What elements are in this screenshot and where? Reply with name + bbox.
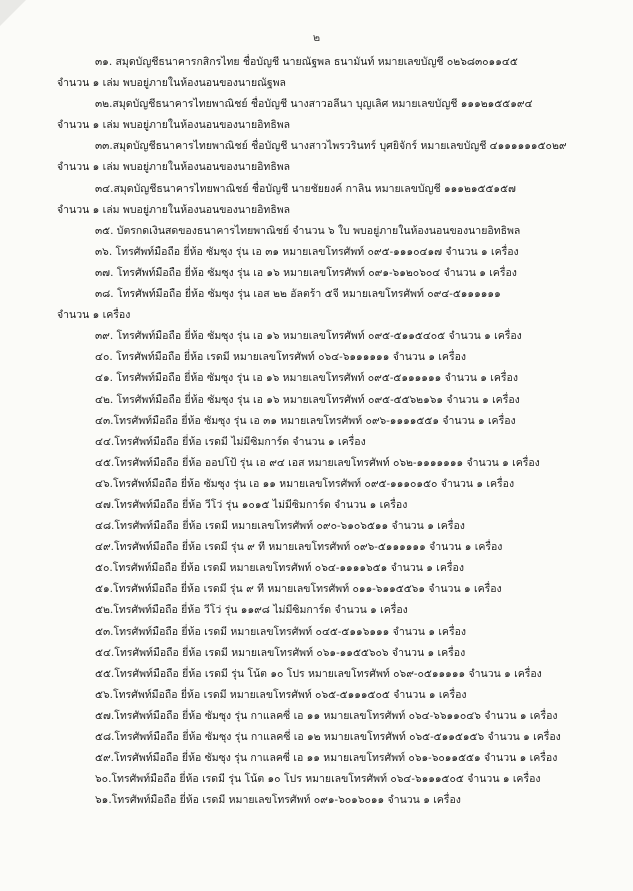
line-text: ๔๙.โทรศัพท์มือถือ ยี่ห้อ เรดมี รุ่น ๙ ที หมายเลขโทรศัพท์ ๐๙๖-๕๑๑๑๑๑๑ จำนวน ๑ เครื่อง [95,541,503,554]
line-text: ๔๓.โทรศัพท์มือถือ ยี่ห้อ ซัมซุง รุ่น เอ ๓๑ หมายเลขโทรศัพท์ ๐๙๖-๑๑๑๑๕๕๑ จำนวน ๑ เครื่อง [95,414,516,427]
line-text: ๔๐. โทรศัพท์มือถือ ยี่ห้อ เรดมี หมายเลขโทรศัพท์ ๐๖๔-๖๑๑๑๑๑๑ จำนวน ๑ เครื่อง [95,351,467,364]
line-text: ๓๙. โทรศัพท์มือถือ ยี่ห้อ ซัมซุง รุ่น เอ ๑๖ หมายเลขโทรศัพท์ ๐๙๕-๕๑๑๕๔๐๕ จำนวน ๑ เครื่อง [95,330,522,343]
list-item [0,52,633,73]
continuation-line [0,115,633,136]
line-text: ๔๔.โทรศัพท์มือถือ ยี่ห้อ เรดมี ไม่มีซิมการ์ด จำนวน ๑ เครื่อง [95,435,366,448]
list-item [0,600,633,621]
list-item [0,390,633,411]
folded-corner [0,0,26,26]
list-item [0,432,633,453]
line-text: ๔๘.โทรศัพท์มือถือ ยี่ห้อ เรดมี หมายเลขโทรศัพท์ ๐๙๐-๖๑๐๖๕๑๑ จำนวน ๑ เครื่อง [95,520,465,533]
continuation-line [0,305,633,326]
line-text: ๓๘. โทรศัพท์มือถือ ยี่ห้อ ซัมซุง รุ่น เอส ๒๒ อัลตร้า ๕จี หมายเลขโทรศัพท์ ๐๙๔-๕๑๑๑๑๑๑ [95,288,501,301]
list-item [0,94,633,115]
line-text: ๕๐.โทรศัพท์มือถือ ยี่ห้อ เรดมี หมายเลขโทรศัพท์ ๐๖๔-๑๑๑๑๖๕๑ จำนวน ๑ เครื่อง [95,562,464,575]
line-text: ๕๙.โทรศัพท์มือถือ ยี่ห้อ ซัมซุง รุ่น กาแลคซี่ เอ ๑๑ หมายเลขโทรศัพท์ ๐๖๑-๖๐๑๑๕๕๑ จำนวน ๑ เครื่อง [95,752,558,765]
list-item [0,558,633,579]
line-text: จำนวน ๑ เครื่อง [57,309,131,322]
list-item [0,706,633,727]
line-text: ๖๐.โทรศัพท์มือถือ ยี่ห้อ เรดมี รุ่น โน้ต ๑๐ โปร หมายเลขโทรศัพท์ ๐๖๔-๖๑๑๑๕๐๕ จำนวน ๑ เครื่อง [95,773,541,786]
list-item [0,242,633,263]
list-item [0,664,633,685]
list-item [0,411,633,432]
list-item [0,347,633,368]
line-text: ๕๗.โทรศัพท์มือถือ ยี่ห้อ ซัมซุง รุ่น กาแลคซี่ เอ ๑๑ หมายเลขโทรศัพท์ ๐๖๔-๖๖๑๑๐๔๖ จำนวน ๑ เครื่อง [95,709,558,722]
list-item [0,179,633,200]
list-item [0,326,633,347]
line-text: ๕๒.โทรศัพท์มือถือ ยี่ห้อ วีโว่ รุ่น ๑๑๙๘ ไม่มีซิมการ์ด จำนวน ๑ เครื่อง [95,604,408,617]
list-item [0,769,633,790]
list-item [0,748,633,769]
list-item [0,474,633,495]
list-item [0,790,633,811]
line-text: ๕๑.โทรศัพท์มือถือ ยี่ห้อ เรดมี รุ่น ๙ ที หมายเลขโทรศัพท์ ๐๑๑-๖๑๑๕๕๖๑ จำนวน ๑ เครื่อง [95,583,502,596]
list-item [0,622,633,643]
continuation-line [0,157,633,178]
list-item [0,263,633,284]
list-item [0,727,633,748]
list-item [0,643,633,664]
line-text: ๖๑.โทรศัพท์มือถือ ยี่ห้อ เรดมี หมายเลขโทรศัพท์ ๐๙๑-๖๐๑๖๐๑๑ จำนวน ๑ เครื่อง [95,794,461,807]
line-text: ๕๕.โทรศัพท์มือถือ ยี่ห้อ เรดมี รุ่น โน้ต ๑๐ โปร หมายเลขโทรศัพท์ ๐๖๙-๐๕๑๑๑๑๑ จำนวน ๑ เครื่อง [95,667,542,680]
list-item [0,136,633,157]
line-text: ๕๘.โทรศัพท์มือถือ ยี่ห้อ ซัมซุง รุ่น กาแลคซี่ เอ ๑๒ หมายเลขโทรศัพท์ ๐๖๕-๕๑๑๕๑๕๖ จำนวน ๑ เครื่อง [95,731,561,743]
line-text: จำนวน ๑ เล่ม พบอยู่ภายในห้องนอนของนายอิทธิพล [57,161,291,174]
line-text: จำนวน ๑ เล่ม พบอยู่ภายในห้องนอนของนายณัฐพล [57,77,286,90]
line-text: ๔๖.โทรศัพท์มือถือ ยี่ห้อ ซัมซุง รุ่น เอ ๑๑ หมายเลขโทรศัพท์ ๐๙๕-๑๑๑๐๑๕๐ จำนวน ๑ เครื่อง [95,477,515,490]
line-text: ๓๗. โทรศัพท์มือถือ ยี่ห้อ ซัมซุง รุ่น เอ ๑๖ หมายเลขโทรศัพท์ ๐๙๑-๖๑๒๐๖๐๔ จำนวน ๑ เครื่อง [95,266,517,279]
line-text: ๓๖. โทรศัพท์มือถือ ยี่ห้อ ซัมซุง รุ่น เอ ๓๑ หมายเลขโทรศัพท์ ๐๙๕-๑๑๑๐๔๑๗ จำนวน ๑ เครื่อง [95,245,519,258]
line-text: ๔๕.โทรศัพท์มือถือ ยี่ห้อ ออปโป้ รุ่น เอ ๙๔ เอส หมายเลขโทรศัพท์ ๐๖๒-๑๑๑๑๑๑๑ จำนวน ๑ เครื่อง [95,456,540,469]
list-item [0,453,633,474]
list-item [0,516,633,537]
evidence-list [0,52,633,811]
continuation-line [0,73,633,94]
list-item [0,537,633,558]
list-item [0,685,633,706]
line-text: ๓๑. สมุดบัญชีธนาคารกสิกรไทย ชื่อบัญชี นายณัฐพล ธนามันท์ หมายเลขบัญชี ๐๒๖๘๓๐๑๑๔๕ [95,56,518,68]
line-text: ๓๔.สมุดบัญชีธนาคารไทยพาณิชย์ ชื่อบัญชี นายชัยยงค์ กาลิน หมายเลขบัญชี ๑๑๑๒๑๕๕๑๕๗ [95,182,516,195]
line-text: ๕๓.โทรศัพท์มือถือ ยี่ห้อ เรดมี หมายเลขโทรศัพท์ ๐๔๕-๕๑๑๖๑๑๑ จำนวน ๑ เครื่อง [95,625,467,638]
list-item [0,284,633,305]
line-text: ๔๗.โทรศัพท์มือถือ ยี่ห้อ วีโว่ รุ่น ๑๐๑๕ ไม่มีซิมการ์ด จำนวน ๑ เครื่อง [95,498,408,511]
list-item [0,579,633,600]
list-item [0,368,633,389]
line-text: ๕๖.โทรศัพท์มือถือ ยี่ห้อ เรดมี หมายเลขโทรศัพท์ ๐๖๕-๕๑๑๑๕๐๕ จำนวน ๑ เครื่อง [95,688,467,701]
list-item [0,495,633,516]
line-text: จำนวน ๑ เล่ม พบอยู่ภายในห้องนอนของนายอิทธิพล [57,203,291,216]
line-text: จำนวน ๑ เล่ม พบอยู่ภายในห้องนอนของนายอิทธิพล [57,119,291,132]
page-number: ๒ [312,31,321,44]
line-text: ๔๒. โทรศัพท์มือถือ ยี่ห้อ ซัมซุง รุ่น เอ ๑๖ หมายเลขโทรศัพท์ ๐๙๕-๕๕๖๒๑๖๑ จำนวน ๑ เครื่อง [95,393,520,406]
line-text: ๓๒.สมุดบัญชีธนาคารไทยพาณิชย์ ชื่อบัญชี นางสาวอลีนา บุญเลิศ หมายเลขบัญชี ๑๑๑๒๑๕๕๑๙๔ [95,98,533,111]
line-text: ๔๑. โทรศัพท์มือถือ ยี่ห้อ ซัมซุง รุ่น เอ ๑๖ หมายเลขโทรศัพท์ ๐๙๕-๕๑๑๑๑๑๑ จำนวน ๑ เครื่อง [95,372,518,385]
line-text: ๓๓.สมุดบัญชีธนาคารไทยพาณิชย์ ชื่อบัญชี นางสาวไพรวรินทร์ บุศยิจักร์ หมายเลขบัญชี ๔๑๑๑๑๑๑๕๐๒๙ [95,140,567,153]
line-text: ๓๕. บัตรกดเงินสดของธนาคารไทยพาณิชย์ จำนวน ๖ ใบ พบอยู่ภายในห้องนอนของนายอิทธิพล [95,224,521,237]
line-text: ๕๔.โทรศัพท์มือถือ ยี่ห้อ เรดมี หมายเลขโทรศัพท์ ๐๖๑-๑๑๕๕๖๐๖ จำนวน ๑ เครื่อง [95,646,466,659]
continuation-line [0,200,633,221]
list-item [0,221,633,242]
